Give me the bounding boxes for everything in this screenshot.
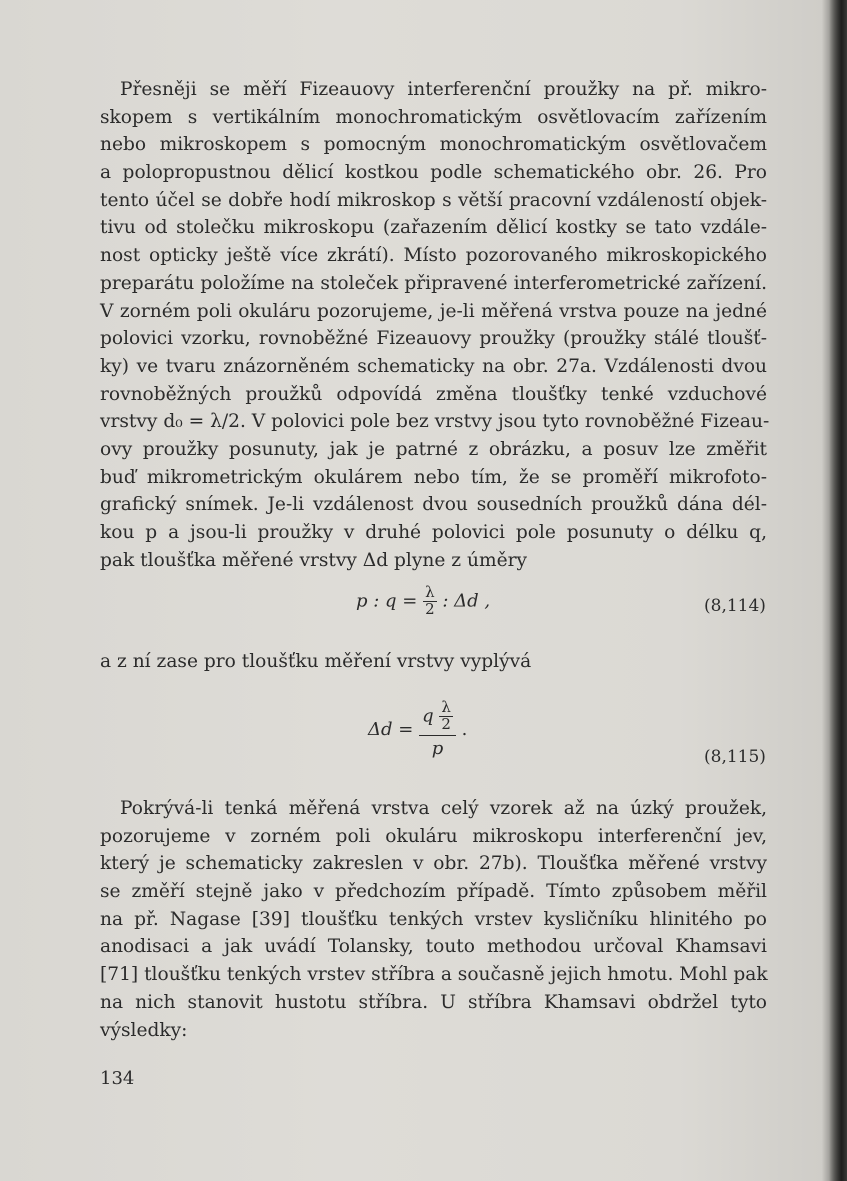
text-line: nebo mikroskopem s pomocným monochromatickým osvětlovačem [100, 134, 767, 156]
eq1-left: p : q = [356, 590, 418, 612]
text-line: preparátu položíme na stoleček připravené interferometrické zařízení. [100, 272, 767, 294]
between-text: a z ní zase pro tloušťku měření vrstvy vyplývá [100, 651, 532, 672]
text-line: ky) ve tvaru znázorněném schematicky na obr. 27a. Vzdálenosti dvou [100, 355, 767, 377]
text-line: tivu od stolečku mikroskopu (zařazením dělicí kostky se tato vzdále- [100, 217, 767, 239]
eq1-denominator: 2 [425, 599, 435, 618]
book-spine-shadow [829, 0, 847, 1181]
text-line: pozorujeme v zorném poli okuláru mikroskopu interferenční jev, [100, 825, 767, 847]
eq1-fraction [423, 585, 437, 618]
equation-number-8-115: (8,115) [704, 747, 766, 767]
eq2-fraction [419, 700, 456, 759]
text-line: ovy proužky posunuty, jak je patrné z obrázku, a posuv lze změřit [100, 438, 767, 460]
paragraph-2 [100, 795, 767, 1044]
eq2-inner-denominator: 2 [441, 714, 451, 733]
text-line: se změří stejně jako v předchozím případě. Tímto způsobem měřil [100, 881, 767, 903]
text-line: kou p a jsou-li proužky v druhé polovici pole posunuty o délku q, [100, 522, 767, 543]
page-number: 134 [100, 1068, 135, 1089]
text-line: grafický snímek. Je-li vzdálenost dvou sousedních proužků dána dél- [100, 494, 767, 516]
text-line: nost opticky ještě více zkrátí). Místo pozorovaného mikroskopického [100, 245, 767, 267]
text-line: polovici vzorku, rovnoběžné Fizeauovy proužky (proužky stálé tloušť- [100, 328, 767, 350]
eq2-inner-fraction [439, 700, 453, 733]
text-line: V zorném poli okuláru pozorujeme, je-li měřená vrstva pouze na jedné [100, 300, 767, 322]
eq1-numerator: λ [425, 583, 435, 601]
text-line: skopem s vertikálním monochromatickým osvětlovacím zařízením [100, 106, 767, 128]
text-line: tento účel se dobře hodí mikroskop s větší pracovní vzdáleností objek- [100, 189, 767, 211]
text-line: Přesněji se měří Fizeauovy interferenční proužky na př. mikro- [120, 79, 767, 100]
eq2-inner-numerator: λ [441, 698, 451, 716]
eq1-right: : Δd , [442, 590, 491, 612]
text-line: na př. Nagase [39] tloušťku tenkých vrstev kysličníku hlinitého po [100, 908, 767, 930]
eq2-denominator: p [431, 737, 444, 759]
eq2-numerator [419, 700, 456, 736]
text-line: vrstvy d₀ = λ/2. V polovici pole bez vrstvy jsou tyto rovnoběžné Fizeau- [100, 411, 770, 433]
equation-8-115: Δd = q $\frac{\lambda}{2}$ p . [368, 698, 468, 759]
text-line: [71] tloušťku tenkých vrstev stříbra a současně jejich hmotu. Mohl pak [100, 964, 768, 986]
text-line: na nich stanovit hustotu stříbra. U stříbra Khamsavi obdržel tyto [100, 991, 767, 1013]
eq2-left: Δd = [368, 718, 414, 740]
text-line: který je schematicky zakreslen v obr. 27b). Tloušťka měřené vrstvy [100, 853, 767, 875]
text-line: anodisaci a jak uvádí Tolansky, touto methodou určoval Khamsavi [100, 936, 767, 958]
text-line: výsledky: [100, 1019, 188, 1041]
equation-number-8-114: (8,114) [704, 596, 766, 616]
text-line: buď mikrometrickým okulárem nebo tím, že se proměří mikrofoto- [100, 466, 767, 488]
text-line: a polopropustnou dělicí kostkou podle schematického obr. 26. Pro [100, 162, 767, 184]
paragraph-1 [100, 76, 770, 574]
text-line: pak tloušťka měřené vrstvy Δd plyne z úměry [100, 549, 527, 571]
text-line: Pokrývá-li tenká měřená vrstva celý vzorek až na úzký proužek, [120, 798, 767, 819]
text-line: rovnoběžných proužků odpovídá změna tloušťky tenké vzduchové [100, 383, 767, 405]
eq2-q: q [422, 705, 434, 727]
equation-8-114 [356, 585, 490, 618]
